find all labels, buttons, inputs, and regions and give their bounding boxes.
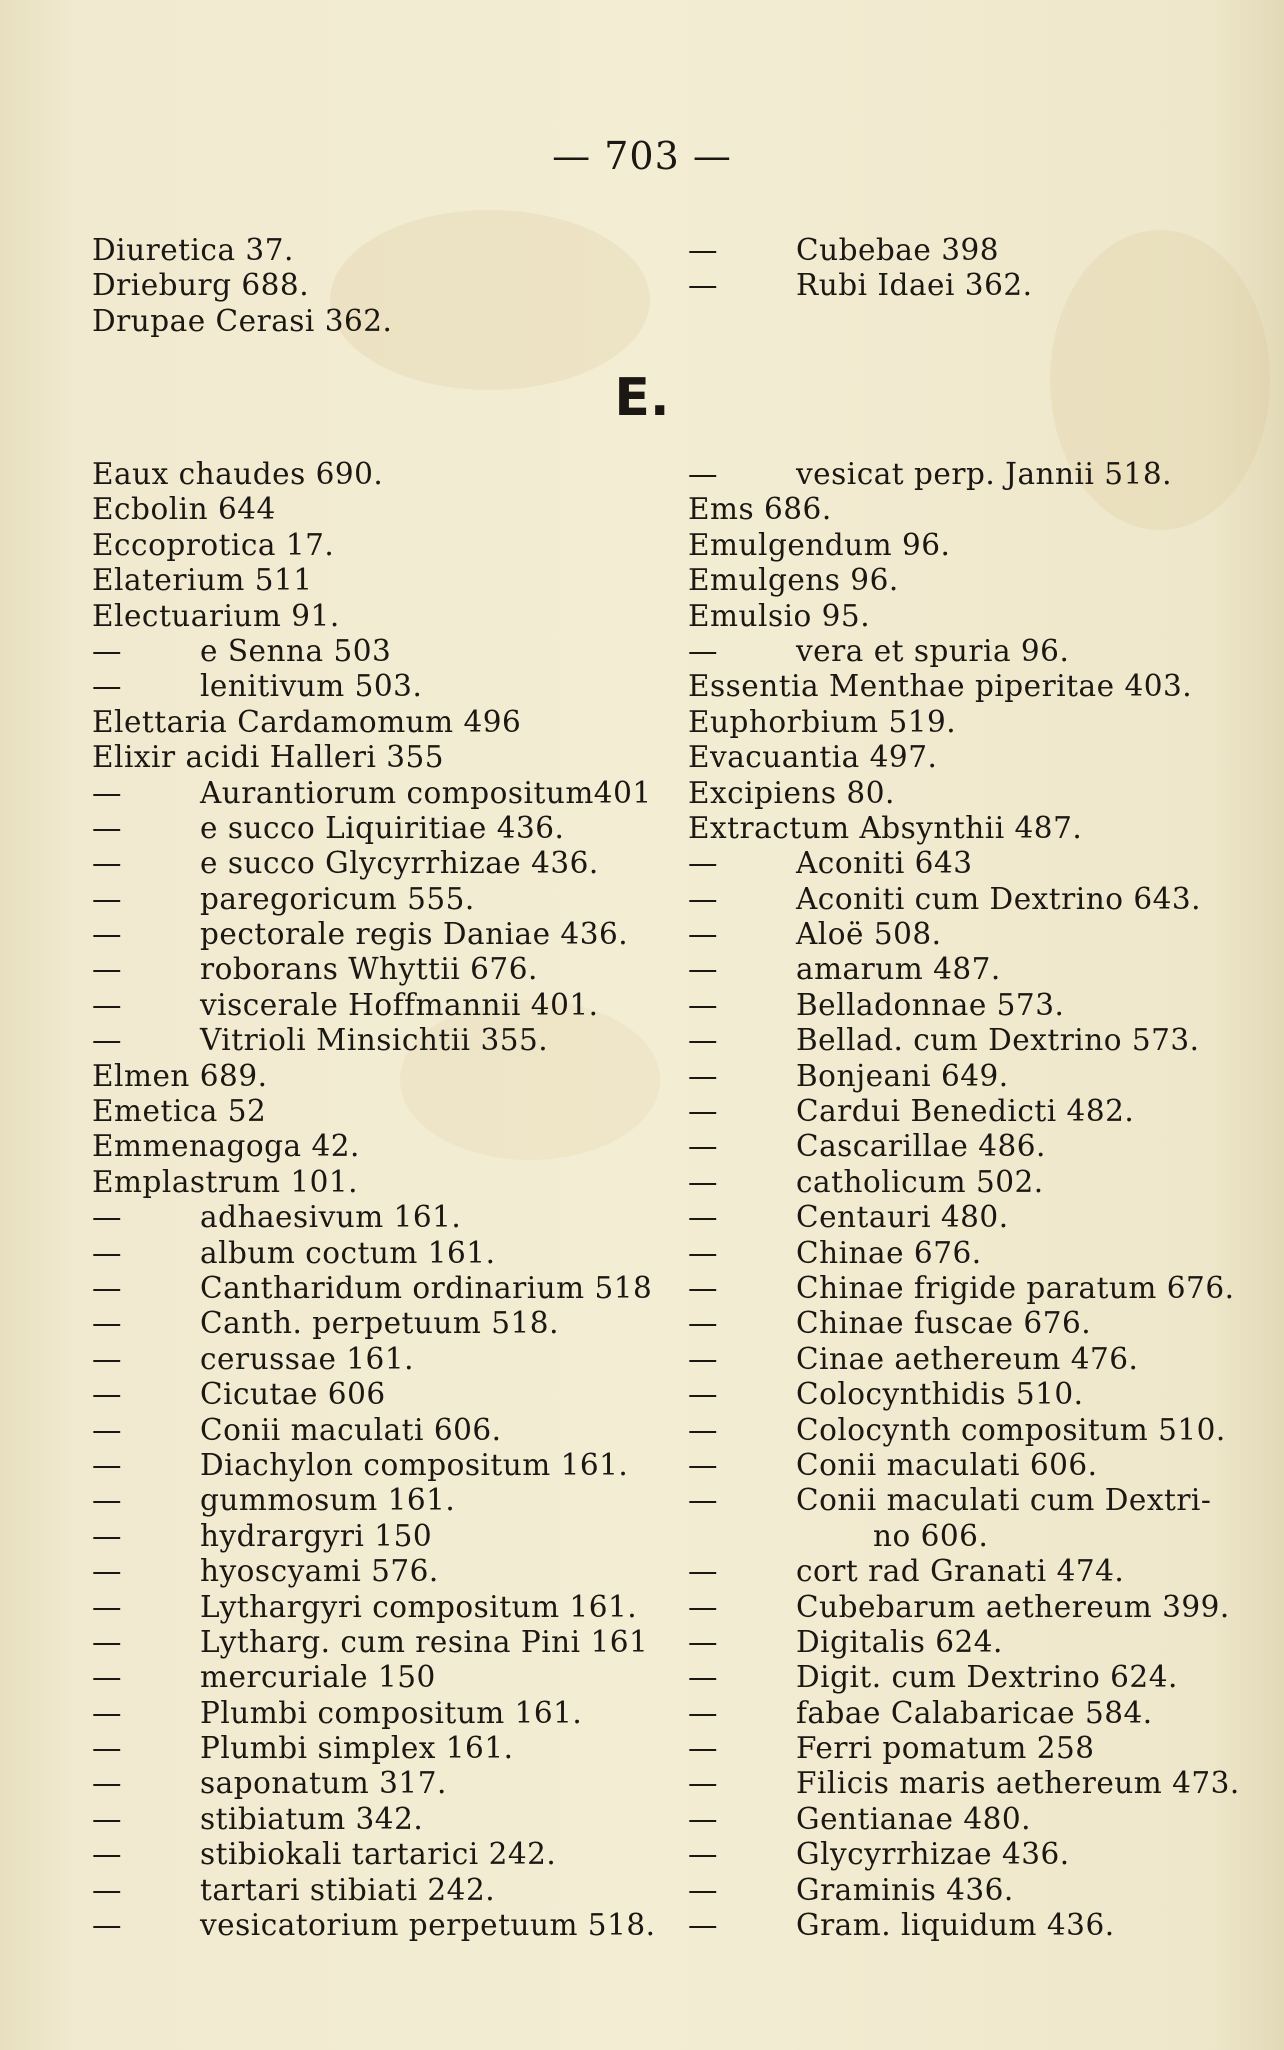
index-subentry (688, 1766, 1240, 1801)
index-subentry (92, 669, 655, 704)
index-subentry (688, 1696, 1240, 1731)
repeat-dash: — (688, 1023, 718, 1058)
repeat-dash: — (688, 457, 718, 491)
repeat-dash: — (688, 1554, 718, 1589)
repeat-dash: — (688, 268, 718, 303)
index-subentry (688, 917, 1240, 952)
index-subentry (92, 1766, 655, 1801)
index-subentry (688, 1059, 1240, 1094)
entry-text: Aloë 508. (796, 917, 942, 952)
entry-text: Euphorbium 519. (688, 704, 957, 739)
repeat-dash: — (688, 1908, 718, 1943)
index-entry (92, 1165, 655, 1200)
entry-text: Glycyrrhizae 436. (796, 1837, 1070, 1872)
repeat-dash: — (688, 1837, 718, 1872)
index-subentry (92, 1413, 655, 1448)
entry-text: Rubi Idaei 362. (796, 268, 1033, 303)
entry-text: vesicat perp. Jannii 518. (796, 457, 1172, 491)
repeat-dash: — (92, 775, 122, 810)
index-entry (92, 740, 655, 775)
entry-text: Digitalis 624. (796, 1624, 1003, 1659)
index-subentry (92, 1236, 655, 1271)
index-entry (688, 669, 1240, 704)
index-subentry (92, 1660, 655, 1695)
entry-text: tartari stibiati 242. (200, 1872, 496, 1907)
index-subentry (92, 1554, 655, 1589)
entry-text: Aconiti 643 (796, 846, 973, 881)
index-subentry (688, 1165, 1240, 1200)
entry-text: pectorale regis Daniae 436. (200, 917, 629, 952)
index-subentry (688, 1837, 1240, 1872)
repeat-dash: — (92, 1483, 122, 1518)
index-subentry (688, 457, 1240, 492)
repeat-dash: — (688, 1341, 718, 1376)
entry-text: mercuriale 150 (200, 1660, 436, 1695)
index-subentry (688, 233, 1033, 268)
entry-text: Bellad. cum Dextrino 573. (796, 1023, 1200, 1058)
index-subentry (92, 1200, 655, 1235)
index-subentry (688, 1200, 1240, 1235)
index-entry (688, 492, 1240, 527)
entry-text: Emulsio 95. (688, 598, 871, 633)
repeat-dash: — (92, 1801, 122, 1836)
entry-text: Cubebae 398 (796, 233, 1000, 267)
index-subentry (688, 1483, 1240, 1518)
entry-text: Filicis maris aethereum 473. (796, 1766, 1240, 1801)
index-entry (688, 705, 1240, 740)
repeat-dash: — (688, 1483, 718, 1518)
repeat-dash: — (688, 1377, 718, 1412)
entry-text: Eaux chaudes 690. (92, 457, 384, 491)
index-subentry (92, 1802, 655, 1837)
repeat-dash: — (688, 846, 718, 881)
index-subentry (92, 1696, 655, 1731)
index-subentry (92, 776, 655, 811)
entry-text: Chinae frigide paratum 676. (796, 1270, 1235, 1305)
entry-text: Emulgens 96. (688, 563, 899, 598)
repeat-dash: — (92, 1306, 122, 1341)
index-subentry (92, 988, 655, 1023)
entry-text: vesicatorium perpetuum 518. (200, 1908, 656, 1943)
entry-text: Conii maculati 606. (200, 1412, 502, 1447)
index-subentry (688, 634, 1240, 669)
repeat-dash: — (92, 1235, 122, 1270)
entry-text: album coctum 161. (200, 1235, 496, 1270)
index-subentry (688, 1802, 1240, 1837)
index-subentry (92, 846, 655, 881)
index-subentry (688, 1306, 1240, 1341)
entry-text: Colocynthidis 510. (796, 1377, 1084, 1412)
index-subentry (688, 988, 1240, 1023)
entry-text: Graminis 436. (796, 1872, 1014, 1907)
entry-text: Ecbolin 644 (92, 492, 276, 527)
entry-text: viscerale Hoffmannii 401. (200, 987, 599, 1022)
entry-text: Bonjeani 649. (796, 1058, 1009, 1093)
index-column-e-right (688, 457, 1240, 1943)
index-entry (92, 233, 392, 268)
entry-text: paregoricum 555. (200, 881, 475, 916)
index-subentry (92, 1908, 655, 1943)
index-entry (92, 563, 655, 598)
index-subentry (688, 952, 1240, 987)
entry-text: no 606. (873, 1518, 989, 1553)
index-subentry (688, 882, 1240, 917)
index-subentry (92, 1483, 655, 1518)
entry-text: hyoscyami 576. (200, 1554, 439, 1589)
repeat-dash: — (92, 1518, 122, 1553)
repeat-dash: — (688, 987, 718, 1022)
repeat-dash: — (688, 1731, 718, 1766)
entry-text: Gentianae 480. (796, 1801, 1032, 1836)
repeat-dash: — (688, 917, 718, 952)
entry-text: Aconiti cum Dextrino 643. (796, 881, 1202, 916)
repeat-dash: — (92, 1554, 122, 1589)
repeat-dash: — (92, 1624, 122, 1659)
repeat-dash: — (688, 1801, 718, 1836)
entry-text: Conii maculati 606. (796, 1447, 1098, 1482)
index-subentry (688, 1413, 1240, 1448)
index-entry (92, 705, 655, 740)
repeat-dash: — (92, 633, 122, 668)
repeat-dash: — (92, 881, 122, 916)
repeat-dash: — (688, 1589, 718, 1624)
index-subentry (688, 1908, 1240, 1943)
index-entry (688, 776, 1240, 811)
index-column-d-right (688, 233, 1033, 304)
entry-text: e succo Glycyrrhizae 436. (200, 846, 599, 881)
entry-text: Chinae fuscae 676. (796, 1306, 1092, 1341)
entry-text: saponatum 317. (200, 1766, 447, 1801)
index-subentry (92, 811, 655, 846)
repeat-dash: — (688, 1235, 718, 1270)
repeat-dash: — (688, 881, 718, 916)
entry-text: vera et spuria 96. (796, 633, 1070, 668)
entry-text: hydrargyri 150 (200, 1518, 433, 1553)
entry-text: Canth. perpetuum 518. (200, 1306, 559, 1341)
index-subentry (688, 1094, 1240, 1129)
entry-text: fabae Calabaricae 584. (796, 1695, 1153, 1730)
repeat-dash: — (92, 1660, 122, 1695)
repeat-dash: — (688, 1695, 718, 1730)
entry-text: adhaesivum 161. (200, 1200, 462, 1235)
entry-text: Centauri 480. (796, 1200, 1009, 1235)
repeat-dash: — (92, 846, 122, 881)
repeat-dash: — (688, 1412, 718, 1447)
index-subentry (92, 1519, 655, 1554)
entry-text: e succo Liquiritiae 436. (200, 810, 565, 845)
entry-text: Cascarillae 486. (796, 1129, 1046, 1164)
entry-text: gummosum 161. (200, 1483, 456, 1518)
index-subentry (92, 1590, 655, 1625)
entry-text: catholicum 502. (796, 1164, 1044, 1199)
index-entry (688, 528, 1240, 563)
entry-text: Cubebarum aethereum 399. (796, 1589, 1230, 1624)
repeat-dash: — (688, 1058, 718, 1093)
entry-text: Emetica 52 (92, 1094, 267, 1129)
repeat-dash: — (92, 1023, 122, 1058)
repeat-dash: — (92, 1731, 122, 1766)
entry-text: Eccoprotica 17. (92, 527, 335, 562)
entry-text: Ferri pomatum 258 (796, 1731, 1095, 1766)
entry-text: Emmenagoga 42. (92, 1129, 360, 1164)
entry-text: roborans Whyttii 676. (200, 952, 538, 987)
entry-text: Aurantiorum compositum401 (200, 775, 652, 810)
index-entry-continuation (688, 1519, 1240, 1554)
repeat-dash: — (688, 1660, 718, 1695)
repeat-dash: — (92, 1341, 122, 1376)
repeat-dash: — (92, 987, 122, 1022)
entry-text: Cinae aethereum 476. (796, 1341, 1139, 1376)
repeat-dash: — (92, 1270, 122, 1305)
index-subentry (688, 1660, 1240, 1695)
entry-text: Lythargyri compositum 161. (200, 1589, 638, 1624)
entry-text: Cantharidum ordinarium 518 (200, 1270, 653, 1305)
entry-text: Elmen 689. (92, 1058, 268, 1093)
index-entry (688, 740, 1240, 775)
repeat-dash: — (92, 1377, 122, 1412)
repeat-dash: — (688, 633, 718, 668)
entry-text: Colocynth compositum 510. (796, 1412, 1226, 1447)
entry-text: e Senna 503 (200, 633, 392, 668)
repeat-dash: — (688, 233, 718, 267)
index-entry (92, 304, 392, 339)
entry-text: lenitivum 503. (200, 669, 423, 704)
entry-text: Belladonnae 573. (796, 987, 1065, 1022)
index-entry (92, 528, 655, 563)
repeat-dash: — (92, 1695, 122, 1730)
entry-text: stibiatum 342. (200, 1801, 424, 1836)
index-entry (92, 1059, 655, 1094)
entry-text: Diachylon compositum 161. (200, 1447, 629, 1482)
index-subentry (688, 1873, 1240, 1908)
entry-text: Cicutae 606 (200, 1377, 386, 1412)
repeat-dash: — (92, 1447, 122, 1482)
index-subentry (688, 1342, 1240, 1377)
repeat-dash: — (92, 1766, 122, 1801)
repeat-dash: — (688, 1164, 718, 1199)
repeat-dash: — (92, 952, 122, 987)
entry-text: Electuarium 91. (92, 598, 340, 633)
index-entry (92, 457, 655, 492)
index-subentry (92, 1306, 655, 1341)
index-subentry (92, 1342, 655, 1377)
index-entry (688, 811, 1240, 846)
entry-text: Extractum Absynthii 487. (688, 810, 1083, 845)
entry-text: Vitrioli Minsichtii 355. (200, 1023, 549, 1058)
index-entry (92, 268, 392, 303)
repeat-dash: — (92, 1200, 122, 1235)
index-subentry (92, 1731, 655, 1766)
repeat-dash: — (688, 1306, 718, 1341)
repeat-dash: — (688, 1447, 718, 1482)
repeat-dash: — (92, 669, 122, 704)
entry-text: Diuretica 37. (92, 233, 294, 267)
entry-text: Ems 686. (688, 492, 832, 527)
index-subentry (688, 1731, 1240, 1766)
index-entry (688, 563, 1240, 598)
index-entry (92, 1094, 655, 1129)
entry-text: Excipiens 80. (688, 775, 895, 810)
entry-text: Elixir acidi Halleri 355 (92, 740, 445, 775)
entry-text: Plumbi compositum 161. (200, 1695, 583, 1730)
entry-text: stibiokali tartarici 242. (200, 1837, 557, 1872)
index-entry (92, 492, 655, 527)
repeat-dash: — (92, 1589, 122, 1624)
entry-text: Gram. liquidum 436. (796, 1908, 1115, 1943)
entry-text: Lytharg. cum resina Pini 161 (200, 1624, 649, 1659)
repeat-dash: — (92, 810, 122, 845)
entry-text: Conii maculati cum Dextri- (796, 1483, 1212, 1518)
index-entry (92, 599, 655, 634)
index-subentry (92, 1023, 655, 1058)
index-subentry (688, 846, 1240, 881)
repeat-dash: — (688, 1624, 718, 1659)
repeat-dash: — (688, 1270, 718, 1305)
index-entry (92, 1129, 655, 1164)
index-subentry (688, 1448, 1240, 1483)
index-subentry (92, 1837, 655, 1872)
index-column-e-left (92, 457, 655, 1943)
entry-text: Emulgendum 96. (688, 527, 951, 562)
section-letter: E. (614, 368, 670, 428)
entry-text: cort rad Granati 474. (796, 1554, 1125, 1589)
index-column-d-left (92, 233, 392, 339)
repeat-dash: — (688, 1129, 718, 1164)
index-subentry (92, 1377, 655, 1412)
repeat-dash: — (688, 1094, 718, 1129)
repeat-dash: — (688, 1766, 718, 1801)
entry-text: amarum 487. (796, 952, 1001, 987)
index-subentry (92, 952, 655, 987)
index-subentry (688, 1590, 1240, 1625)
entry-text: Plumbi simplex 161. (200, 1731, 514, 1766)
index-subentry (688, 1023, 1240, 1058)
index-entry (688, 599, 1240, 634)
entry-text: Elaterium 511 (92, 563, 313, 598)
index-subentry (92, 1448, 655, 1483)
repeat-dash: — (688, 1200, 718, 1235)
repeat-dash: — (92, 1872, 122, 1907)
index-subentry (92, 917, 655, 952)
index-subentry (688, 1129, 1240, 1164)
index-subentry (92, 1873, 655, 1908)
entry-text: Evacuantia 497. (688, 740, 938, 775)
entry-text: Drieburg 688. (92, 268, 310, 303)
entry-text: Drupae Cerasi 362. (92, 303, 393, 338)
index-subentry (688, 1554, 1240, 1589)
entry-text: Essentia Menthae piperitae 403. (688, 669, 1193, 704)
index-subentry (688, 1625, 1240, 1660)
repeat-dash: — (92, 1908, 122, 1943)
entry-text: cerussae 161. (200, 1341, 414, 1376)
index-subentry (688, 1236, 1240, 1271)
index-subentry (688, 1271, 1240, 1306)
entry-text: Emplastrum 101. (92, 1164, 359, 1199)
index-subentry (92, 882, 655, 917)
index-subentry (92, 1271, 655, 1306)
index-subentry (688, 1377, 1240, 1412)
index-subentry (688, 268, 1033, 303)
page-number: — 703 — (552, 134, 732, 178)
repeat-dash: — (92, 917, 122, 952)
entry-text: Elettaria Cardamomum 496 (92, 704, 522, 739)
index-subentry (92, 1625, 655, 1660)
entry-text: Digit. cum Dextrino 624. (796, 1660, 1178, 1695)
entry-text: Cardui Benedicti 482. (796, 1094, 1135, 1129)
repeat-dash: — (92, 1837, 122, 1872)
index-subentry (92, 634, 655, 669)
entry-text: Chinae 676. (796, 1235, 982, 1270)
repeat-dash: — (92, 1412, 122, 1447)
repeat-dash: — (688, 952, 718, 987)
repeat-dash: — (688, 1872, 718, 1907)
